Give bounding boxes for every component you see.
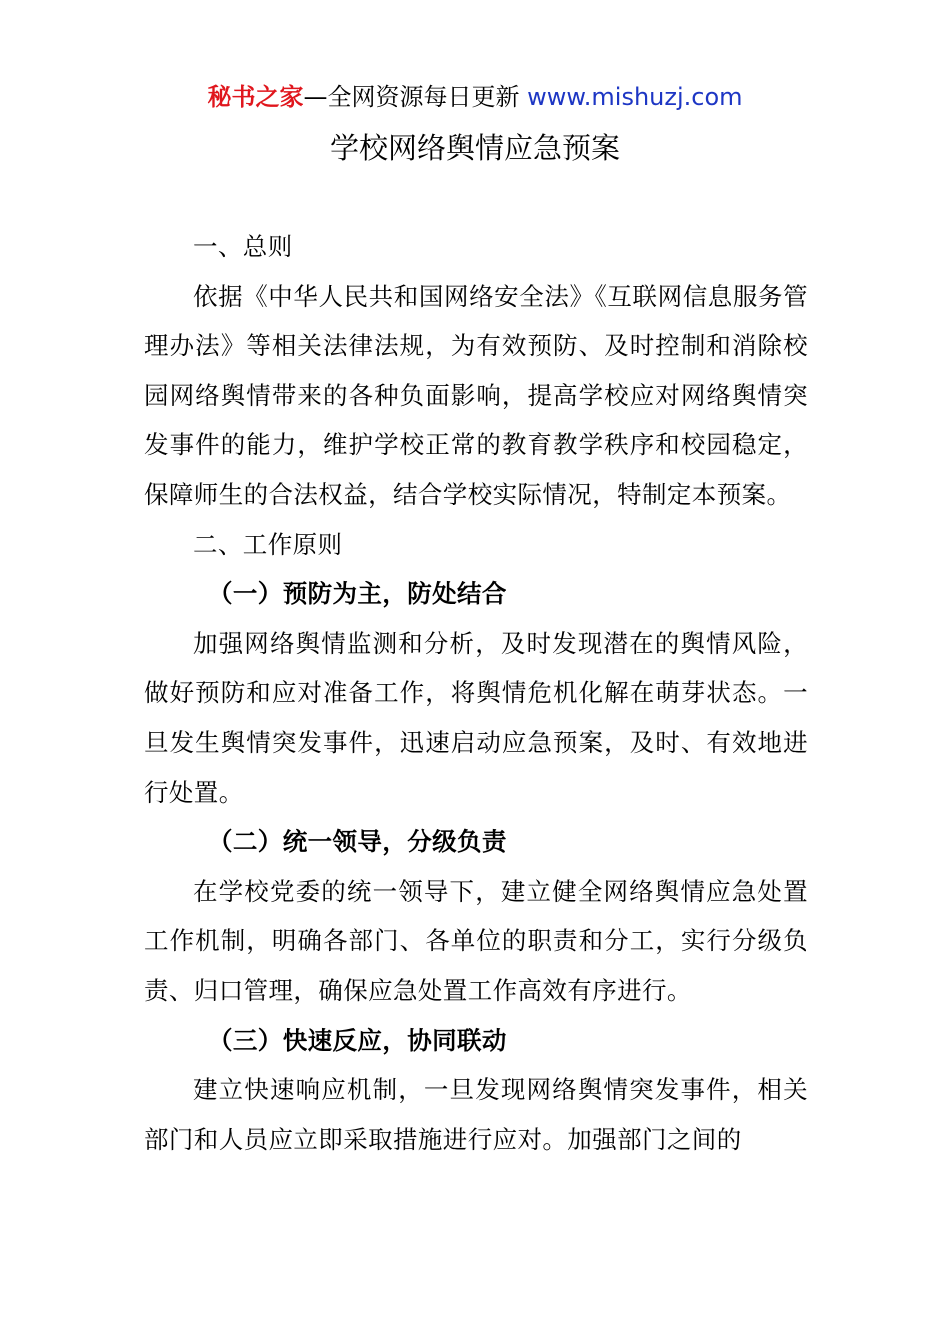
paragraph-general: 依据《中华人民共和国网络安全法》《互联网信息服务管理办法》等相关法律法规，为有效预防、及时控制和消除校园网络舆情带来的各种负面影响，提高学校应对网络舆情突发事件的能力，维护学校正常的教育教学秩序和校园稳定，保障师生的合法权益，结合学校实际情况，特制定本预案。 [144, 281, 808, 509]
site-header [0, 80, 950, 114]
document-title: 学校网络舆情应急预案 [329, 131, 620, 165]
section-heading-general: 一、总则 [193, 232, 293, 261]
subheading-prevention: （一）预防为主，防处结合 [208, 579, 507, 609]
paragraph-prevention: 加强网络舆情监测和分析，及时发现潜在的舆情风险，做好预防和应对准备工作，将舆情危机化解在萌芽状态。一旦发生舆情突发事件，迅速启动应急预案，及时、有效地进行处置。 [144, 628, 808, 807]
paragraph-response: 建立快速响应机制，一旦发现网络舆情突发事件，相关部门和人员应立即采取措施进行应对。加强部门之间的 [144, 1075, 808, 1154]
subheading-leadership: （二）统一领导，分级负责 [208, 827, 507, 857]
document-body [144, 222, 808, 1164]
site-brand: 秘书之家 [207, 83, 304, 111]
subheading-response: （三）快速反应，协同联动 [208, 1025, 507, 1055]
site-url-link[interactable]: www.mishuzj.com [527, 83, 743, 111]
paragraph-leadership: 在学校党委的统一领导下，建立健全网络舆情应急处置工作机制，明确各部门、各单位的职责和分工，实行分级负责、归口管理，确保应急处置工作高效有序进行。 [144, 876, 808, 1005]
section-heading-principles: 二、工作原则 [193, 529, 343, 559]
site-tagline: —全网资源每日更新 [303, 83, 520, 111]
